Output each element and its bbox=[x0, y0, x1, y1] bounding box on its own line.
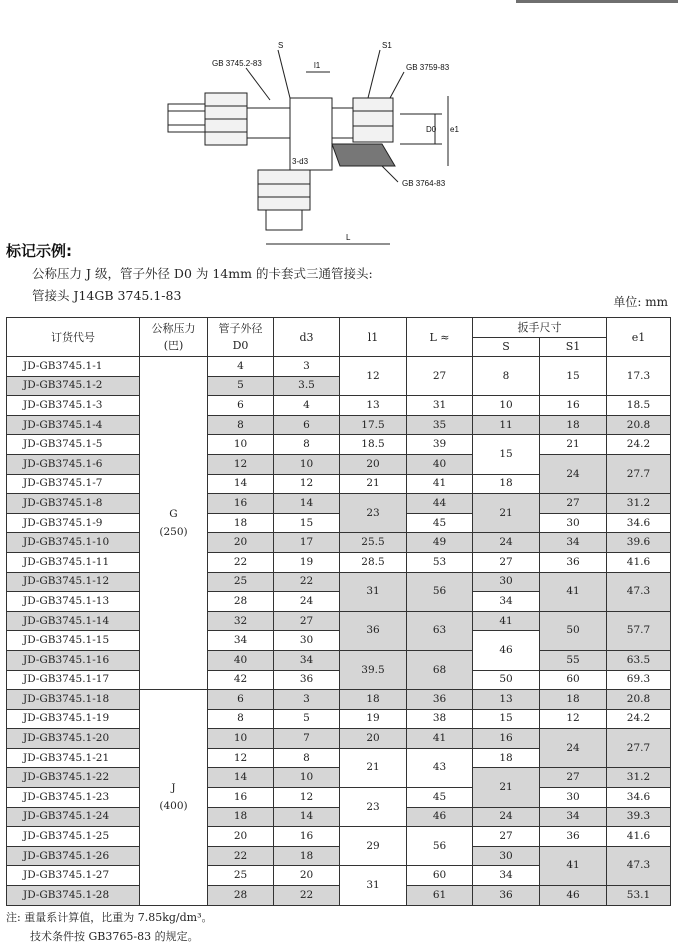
cell-s: 24 bbox=[473, 807, 540, 827]
cell-code: JD-GB3745.1-3 bbox=[7, 396, 140, 416]
callout-e1: e1 bbox=[450, 125, 459, 134]
cell-d0: 32 bbox=[208, 611, 274, 631]
cell-d0: 22 bbox=[208, 552, 274, 572]
cell-d0: 10 bbox=[208, 435, 274, 455]
cell-d3: 24 bbox=[274, 592, 340, 612]
cell-l: 38 bbox=[407, 709, 473, 729]
cell-s1: 27 bbox=[540, 768, 607, 788]
cell-d3: 14 bbox=[274, 807, 340, 827]
cell-s1: 55 bbox=[540, 650, 607, 670]
group-g: G (250) bbox=[140, 357, 208, 690]
tee-fitting-drawing bbox=[150, 36, 480, 258]
cell-l1: 18 bbox=[340, 690, 407, 710]
callout-gb3764: GB 3764-83 bbox=[402, 179, 446, 188]
cell-l: 40 bbox=[407, 454, 473, 474]
cell-l: 27 bbox=[407, 357, 473, 396]
cell-d0: 5 bbox=[208, 376, 274, 396]
cell-l1: 12 bbox=[340, 357, 407, 396]
cell-d3: 17 bbox=[274, 533, 340, 553]
cell-e1: 57.7 bbox=[607, 611, 671, 650]
cell-code: JD-GB3745.1-9 bbox=[7, 513, 140, 533]
cell-code: JD-GB3745.1-16 bbox=[7, 650, 140, 670]
cell-s: 21 bbox=[473, 768, 540, 807]
cell-e1: 39.3 bbox=[607, 807, 671, 827]
cell-e1: 34.6 bbox=[607, 513, 671, 533]
cell-d0: 16 bbox=[208, 494, 274, 514]
cell-d3: 16 bbox=[274, 827, 340, 847]
cell-l1: 25.5 bbox=[340, 533, 407, 553]
cell-s1: 41 bbox=[540, 572, 607, 611]
cell-d3: 20 bbox=[274, 866, 340, 886]
cell-d3: 22 bbox=[274, 886, 340, 906]
cell-l1: 13 bbox=[340, 396, 407, 416]
cell-d0: 4 bbox=[208, 357, 274, 377]
cell-code: JD-GB3745.1-15 bbox=[7, 631, 140, 651]
cell-l1: 31 bbox=[340, 572, 407, 611]
header-d3: d3 bbox=[274, 318, 340, 357]
header-s1: S1 bbox=[540, 337, 607, 357]
cell-s1: 50 bbox=[540, 611, 607, 650]
cell-l1: 18.5 bbox=[340, 435, 407, 455]
cell-l: 56 bbox=[407, 827, 473, 866]
cell-s: 41 bbox=[473, 611, 540, 631]
cell-l: 31 bbox=[407, 396, 473, 416]
cell-d3: 4 bbox=[274, 396, 340, 416]
cell-s: 36 bbox=[473, 886, 540, 906]
cell-code: JD-GB3745.1-1 bbox=[7, 357, 140, 377]
cell-d3: 12 bbox=[274, 788, 340, 808]
cell-l: 36 bbox=[407, 690, 473, 710]
header-d0: 管子外径 D0 bbox=[208, 318, 274, 357]
cell-s1: 46 bbox=[540, 886, 607, 906]
cell-d0: 34 bbox=[208, 631, 274, 651]
cell-code: JD-GB3745.1-24 bbox=[7, 807, 140, 827]
cell-l1: 21 bbox=[340, 474, 407, 494]
cell-s: 34 bbox=[473, 592, 540, 612]
example-marking: 管接头 J14GB 3745.1-83 bbox=[32, 288, 182, 303]
cell-d0: 25 bbox=[208, 572, 274, 592]
cell-code: JD-GB3745.1-21 bbox=[7, 748, 140, 768]
cell-d0: 14 bbox=[208, 474, 274, 494]
cell-s1: 41 bbox=[540, 846, 607, 885]
cell-s: 18 bbox=[473, 748, 540, 768]
cell-l1: 23 bbox=[340, 494, 407, 533]
cell-code: JD-GB3745.1-14 bbox=[7, 611, 140, 631]
cell-e1: 20.8 bbox=[607, 415, 671, 435]
example-description: 公称压力 J 级，管子外径 D0 为 14mm 的卡套式三通管接头: bbox=[32, 266, 373, 281]
callout-s1: S1 bbox=[382, 41, 392, 50]
cell-l1: 28.5 bbox=[340, 552, 407, 572]
cell-l: 46 bbox=[407, 807, 473, 827]
cell-d3: 8 bbox=[274, 435, 340, 455]
cell-code: JD-GB3745.1-17 bbox=[7, 670, 140, 690]
cell-l: 68 bbox=[407, 650, 473, 689]
cell-e1: 41.6 bbox=[607, 552, 671, 572]
cell-l: 49 bbox=[407, 533, 473, 553]
cell-code: JD-GB3745.1-20 bbox=[7, 729, 140, 749]
cell-d0: 22 bbox=[208, 846, 274, 866]
header-l: L ≈ bbox=[407, 318, 473, 357]
cell-s: 46 bbox=[473, 631, 540, 670]
cell-s1: 21 bbox=[540, 435, 607, 455]
cell-d0: 6 bbox=[208, 690, 274, 710]
cell-s1: 27 bbox=[540, 494, 607, 514]
cell-d3: 5 bbox=[274, 709, 340, 729]
callout-gb3745-2: GB 3745.2-83 bbox=[212, 59, 262, 68]
cell-code: JD-GB3745.1-10 bbox=[7, 533, 140, 553]
cell-e1: 20.8 bbox=[607, 690, 671, 710]
cell-s: 13 bbox=[473, 690, 540, 710]
cell-d0: 10 bbox=[208, 729, 274, 749]
cell-code: JD-GB3745.1-6 bbox=[7, 454, 140, 474]
group-j: J (400) bbox=[140, 690, 208, 906]
cell-d0: 28 bbox=[208, 592, 274, 612]
cell-s: 10 bbox=[473, 396, 540, 416]
cell-s: 8 bbox=[473, 357, 540, 396]
note-technical: 技术条件按 GB3765-83 的规定。 bbox=[30, 930, 199, 943]
cell-s: 50 bbox=[473, 670, 540, 690]
cell-d3: 10 bbox=[274, 454, 340, 474]
cell-l: 53 bbox=[407, 552, 473, 572]
callout-gb3759: GB 3759-83 bbox=[406, 63, 450, 72]
cell-d3: 22 bbox=[274, 572, 340, 592]
cell-s1: 12 bbox=[540, 709, 607, 729]
cell-l: 41 bbox=[407, 474, 473, 494]
cell-s1: 18 bbox=[540, 415, 607, 435]
cell-d3: 27 bbox=[274, 611, 340, 631]
cell-s1: 34 bbox=[540, 533, 607, 553]
cell-code: JD-GB3745.1-26 bbox=[7, 846, 140, 866]
cell-d3: 15 bbox=[274, 513, 340, 533]
cell-d0: 8 bbox=[208, 709, 274, 729]
cell-d3: 10 bbox=[274, 768, 340, 788]
cell-e1: 39.6 bbox=[607, 533, 671, 553]
cell-s: 27 bbox=[473, 827, 540, 847]
cell-e1: 24.2 bbox=[607, 709, 671, 729]
cell-e1: 47.3 bbox=[607, 846, 671, 885]
cell-d0: 12 bbox=[208, 748, 274, 768]
cell-e1: 27.7 bbox=[607, 729, 671, 768]
cell-e1: 34.6 bbox=[607, 788, 671, 808]
cell-d0: 12 bbox=[208, 454, 274, 474]
header-code: 订货代号 bbox=[7, 318, 140, 357]
cell-d3: 3 bbox=[274, 690, 340, 710]
cell-d3: 3 bbox=[274, 357, 340, 377]
cell-code: JD-GB3745.1-27 bbox=[7, 866, 140, 886]
cell-d0: 6 bbox=[208, 396, 274, 416]
cell-l1: 29 bbox=[340, 827, 407, 866]
cell-s: 30 bbox=[473, 846, 540, 866]
header-pressure: 公称压力 (巴) bbox=[140, 318, 208, 357]
cell-s1: 15 bbox=[540, 357, 607, 396]
cell-l: 35 bbox=[407, 415, 473, 435]
cell-s1: 24 bbox=[540, 729, 607, 768]
cell-s1: 18 bbox=[540, 690, 607, 710]
section-title: 标记示例: bbox=[6, 242, 72, 260]
cell-l1: 39.5 bbox=[340, 650, 407, 689]
cell-s1: 60 bbox=[540, 670, 607, 690]
cell-e1: 47.3 bbox=[607, 572, 671, 611]
cell-s: 27 bbox=[473, 552, 540, 572]
cell-code: JD-GB3745.1-22 bbox=[7, 768, 140, 788]
cell-l: 61 bbox=[407, 886, 473, 906]
cell-s1: 30 bbox=[540, 513, 607, 533]
cell-e1: 53.1 bbox=[607, 886, 671, 906]
cell-d0: 28 bbox=[208, 886, 274, 906]
cell-d0: 20 bbox=[208, 533, 274, 553]
cell-l: 60 bbox=[407, 866, 473, 886]
cell-e1: 24.2 bbox=[607, 435, 671, 455]
cell-l1: 20 bbox=[340, 729, 407, 749]
cell-l: 43 bbox=[407, 748, 473, 787]
cell-d3: 34 bbox=[274, 650, 340, 670]
header-e1: e1 bbox=[607, 318, 671, 357]
cell-e1: 31.2 bbox=[607, 494, 671, 514]
cell-l1: 23 bbox=[340, 788, 407, 827]
cell-s1: 24 bbox=[540, 454, 607, 493]
cell-s: 24 bbox=[473, 533, 540, 553]
cell-l: 41 bbox=[407, 729, 473, 749]
cell-code: JD-GB3745.1-25 bbox=[7, 827, 140, 847]
cell-l: 39 bbox=[407, 435, 473, 455]
cell-d3: 14 bbox=[274, 494, 340, 514]
cell-d3: 7 bbox=[274, 729, 340, 749]
cell-l: 45 bbox=[407, 513, 473, 533]
callout-l1: l1 bbox=[314, 61, 321, 70]
cell-s: 30 bbox=[473, 572, 540, 592]
cell-code: JD-GB3745.1-18 bbox=[7, 690, 140, 710]
cell-code: JD-GB3745.1-2 bbox=[7, 376, 140, 396]
callout-3-d3: 3-d3 bbox=[292, 157, 309, 166]
cell-d0: 8 bbox=[208, 415, 274, 435]
cell-code: JD-GB3745.1-19 bbox=[7, 709, 140, 729]
cell-e1: 17.3 bbox=[607, 357, 671, 396]
callout-s: S bbox=[278, 41, 284, 50]
cell-s: 18 bbox=[473, 474, 540, 494]
cell-s1: 34 bbox=[540, 807, 607, 827]
cell-d0: 18 bbox=[208, 513, 274, 533]
cell-code: JD-GB3745.1-23 bbox=[7, 788, 140, 808]
cell-e1: 63.5 bbox=[607, 650, 671, 670]
cell-d3: 19 bbox=[274, 552, 340, 572]
cell-l: 56 bbox=[407, 572, 473, 611]
header-wrench: 扳手尺寸 bbox=[473, 318, 607, 338]
cell-code: JD-GB3745.1-5 bbox=[7, 435, 140, 455]
cell-l1: 36 bbox=[340, 611, 407, 650]
cell-d0: 20 bbox=[208, 827, 274, 847]
cell-code: JD-GB3745.1-8 bbox=[7, 494, 140, 514]
cell-d0: 16 bbox=[208, 788, 274, 808]
cell-d3: 3.5 bbox=[274, 376, 340, 396]
cell-code: JD-GB3745.1-13 bbox=[7, 592, 140, 612]
cell-l1: 20 bbox=[340, 454, 407, 474]
cell-d0: 14 bbox=[208, 768, 274, 788]
cell-l1: 19 bbox=[340, 709, 407, 729]
cell-d0: 42 bbox=[208, 670, 274, 690]
callout-l: L bbox=[346, 233, 351, 242]
cell-d3: 8 bbox=[274, 748, 340, 768]
cell-e1: 41.6 bbox=[607, 827, 671, 847]
cell-d3: 36 bbox=[274, 670, 340, 690]
cell-s: 15 bbox=[473, 709, 540, 729]
cell-s1: 30 bbox=[540, 788, 607, 808]
cell-code: JD-GB3745.1-11 bbox=[7, 552, 140, 572]
cell-e1: 27.7 bbox=[607, 454, 671, 493]
cell-l: 44 bbox=[407, 494, 473, 514]
cell-s: 16 bbox=[473, 729, 540, 749]
cell-d0: 25 bbox=[208, 866, 274, 886]
cell-s1: 16 bbox=[540, 396, 607, 416]
cell-s: 11 bbox=[473, 415, 540, 435]
cell-d3: 12 bbox=[274, 474, 340, 494]
spec-table bbox=[6, 317, 671, 906]
top-rule bbox=[516, 0, 678, 3]
header-l1: l1 bbox=[340, 318, 407, 357]
cell-code: JD-GB3745.1-12 bbox=[7, 572, 140, 592]
cell-d3: 18 bbox=[274, 846, 340, 866]
cell-s1: 36 bbox=[540, 827, 607, 847]
cell-l: 45 bbox=[407, 788, 473, 808]
cell-code: JD-GB3745.1-7 bbox=[7, 474, 140, 494]
cell-l1: 21 bbox=[340, 748, 407, 787]
cell-e1: 18.5 bbox=[607, 396, 671, 416]
cell-e1: 69.3 bbox=[607, 670, 671, 690]
cell-d0: 40 bbox=[208, 650, 274, 670]
cell-s: 21 bbox=[473, 494, 540, 533]
cell-d0: 18 bbox=[208, 807, 274, 827]
cell-l: 63 bbox=[407, 611, 473, 650]
cell-l1: 17.5 bbox=[340, 415, 407, 435]
header-s: S bbox=[473, 337, 540, 357]
cell-e1: 31.2 bbox=[607, 768, 671, 788]
cell-d3: 30 bbox=[274, 631, 340, 651]
unit-label: 单位: mm bbox=[613, 295, 668, 309]
cell-s: 34 bbox=[473, 866, 540, 886]
cell-d3: 6 bbox=[274, 415, 340, 435]
cell-code: JD-GB3745.1-28 bbox=[7, 886, 140, 906]
note-weight: 注: 重量系计算值，比重为 7.85kg/dm³。 bbox=[6, 911, 213, 924]
callout-d0: D0 bbox=[426, 125, 437, 134]
cell-s1: 36 bbox=[540, 552, 607, 572]
cell-s: 15 bbox=[473, 435, 540, 474]
cell-l1: 31 bbox=[340, 866, 407, 905]
cell-code: JD-GB3745.1-4 bbox=[7, 415, 140, 435]
